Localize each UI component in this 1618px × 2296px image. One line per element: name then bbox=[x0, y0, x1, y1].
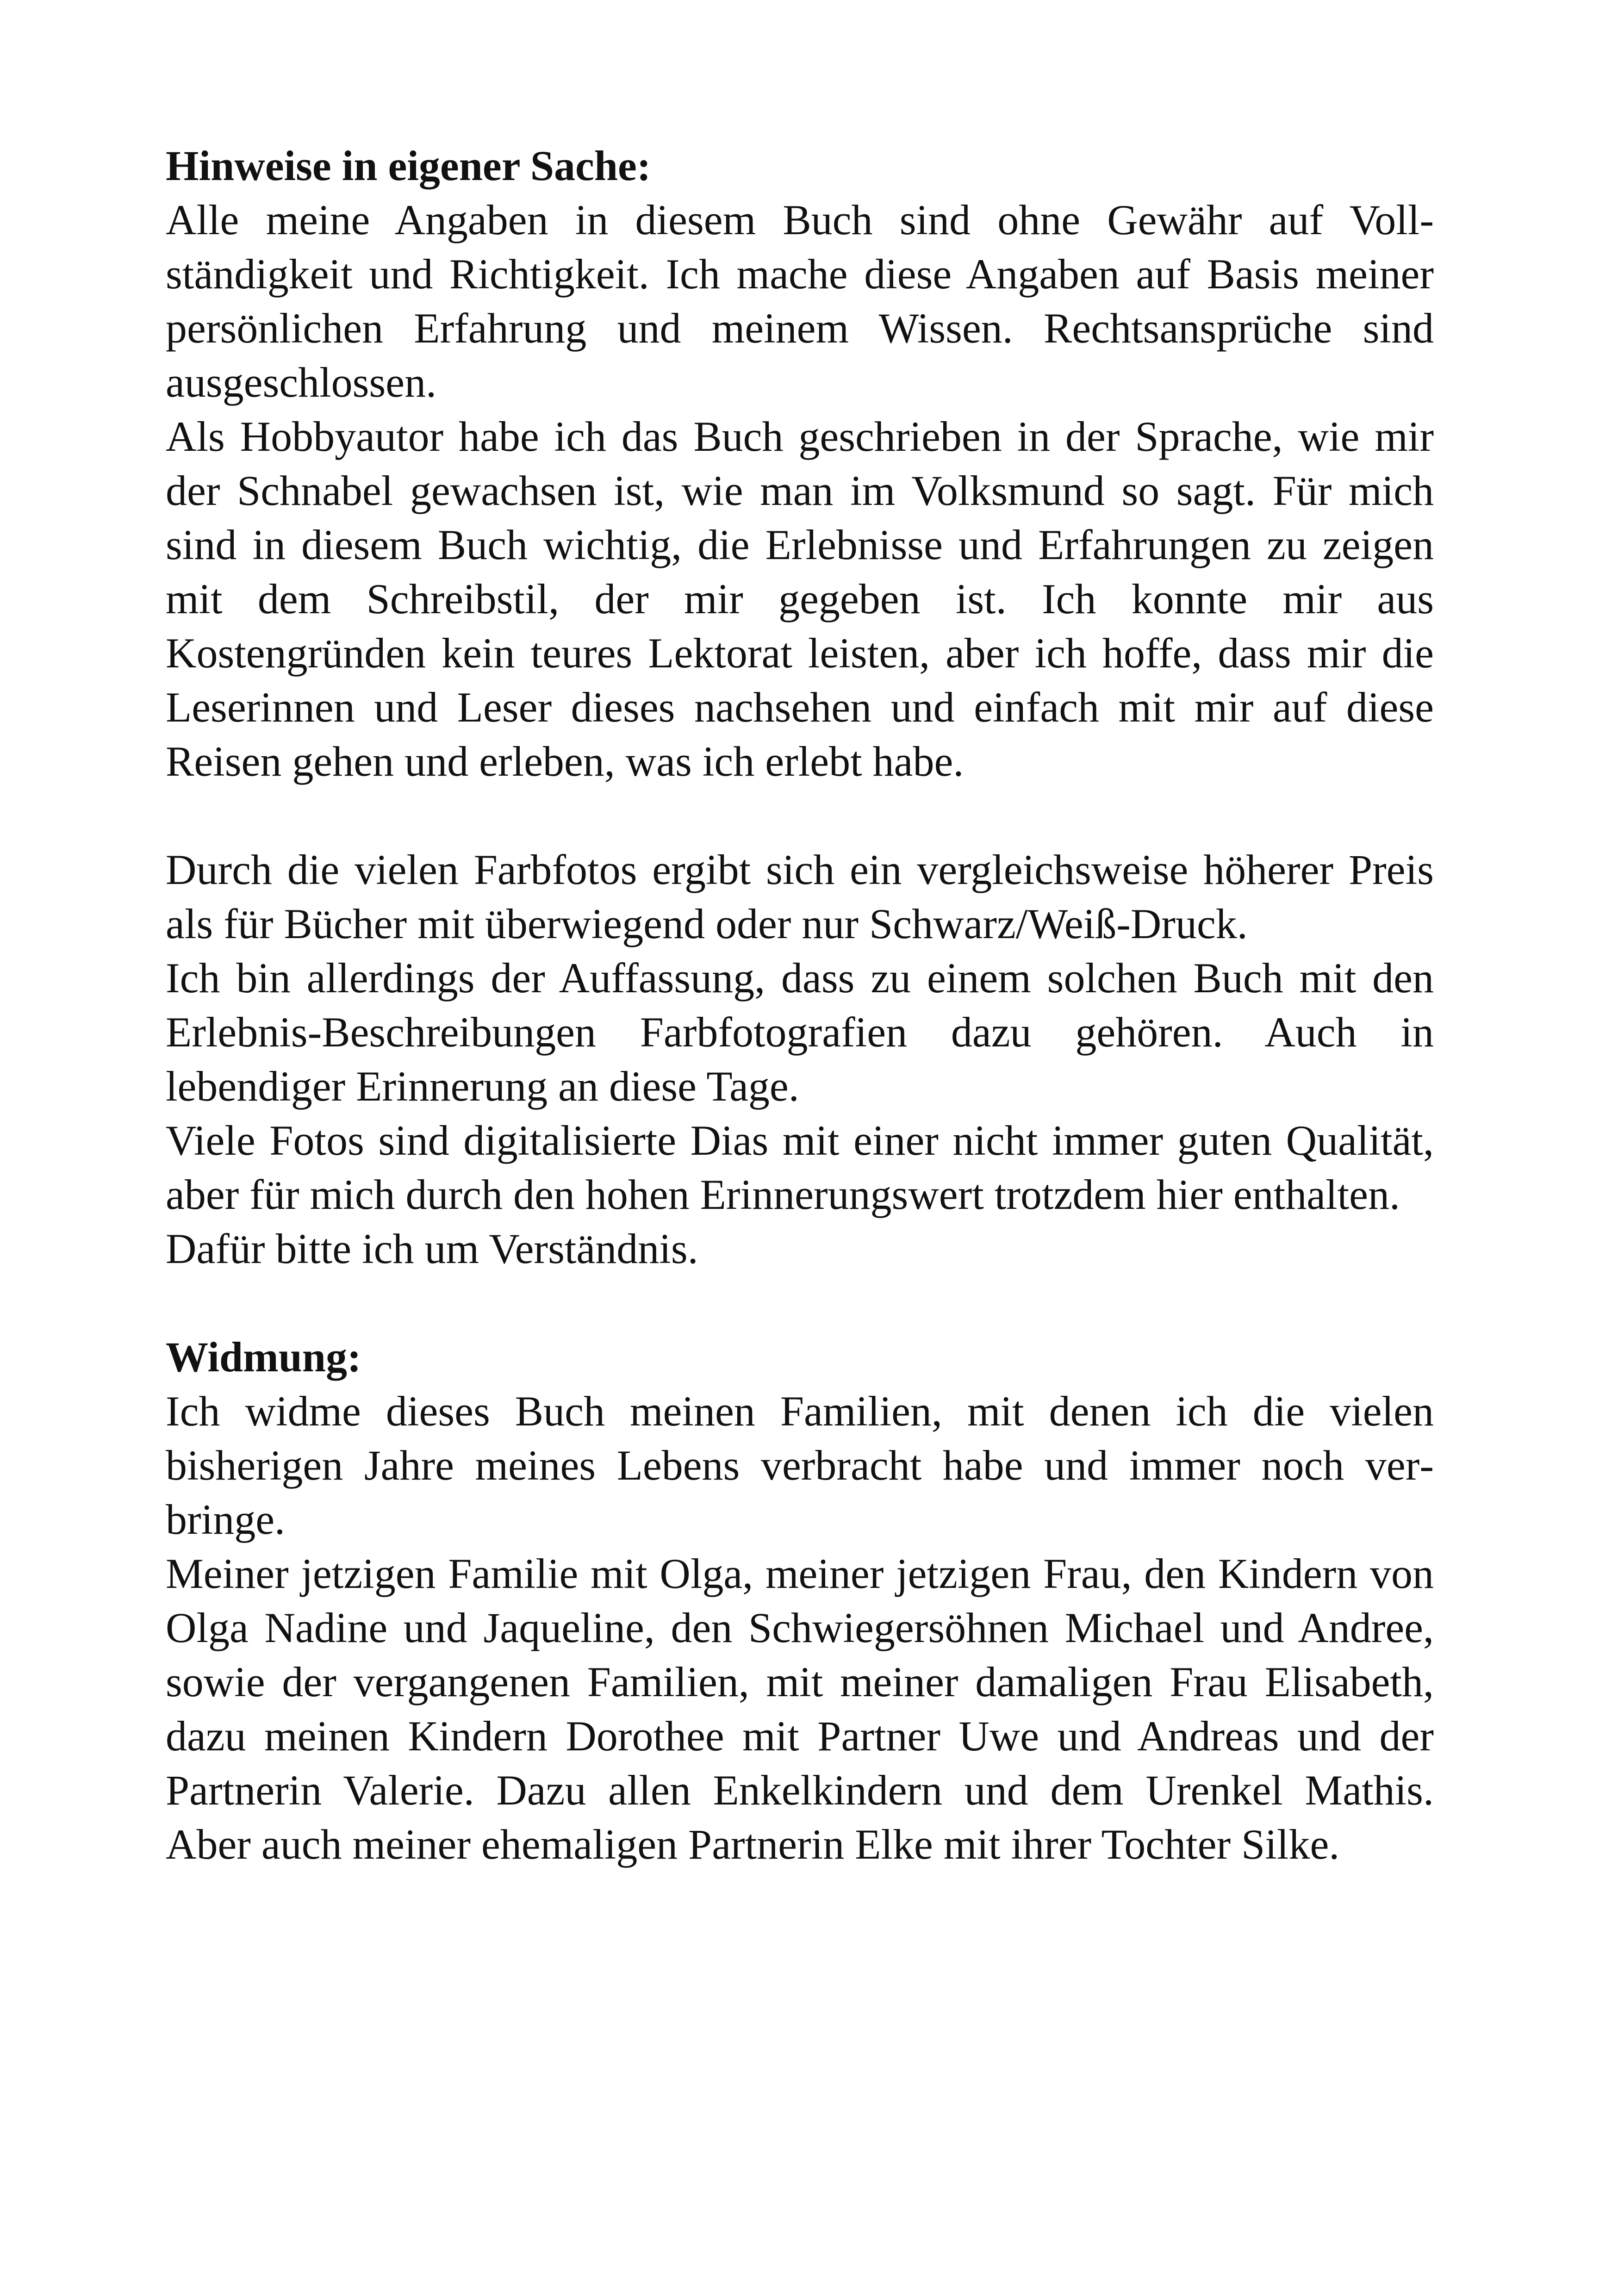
photos-quality-paragraph: Viele Fotos sind digitalisierte Dias mit einer nicht immer guten Qualität, aber für mich durch den hohen Erinnerungswert trotzdem hier enthalten. bbox=[166, 1117, 1434, 1218]
paragraph-gap bbox=[166, 789, 1434, 843]
dedication-paragraph: Ich widme dieses Buch meinen Familien, mit denen ich die vielen bisherigen Jahre meines Lebens verbracht habe und immer noch verbringe. bbox=[166, 1388, 1434, 1543]
notes-paragraph: Alle meine Angaben in diesem Buch sind ohne Gewähr auf Vollständigkeit und Richtigkeit. Ich mache diese Angaben auf Basis meiner persönlichen Erfahrung und meinem Wissen. Rechtsansprüche sind ausgeschlossen. bbox=[166, 196, 1434, 406]
dedication-heading: Widmung: bbox=[166, 1333, 361, 1381]
price-paragraph: Durch die vielen Farbfotos ergibt sich ein vergleichsweise höherer Preis als für Bücher mit überwiegend oder nur Schwarz/Weiß-Druck. bbox=[166, 846, 1434, 947]
dedication-paragraph: Meiner jetzigen Familie mit Olga, meiner jetzigen Frau, den Kindern von Olga Nadine und Jaqueline, den Schwiegersöhnen Michael und Andree, sowie der vergangenen Familien, mit meiner damaligen Frau Elisabeth, dazu meinen Kindern Dorothee mit Partner Uwe und Andreas und der Partnerin Valerie. Dazu allen Enkelkindern und dem Urenkel Mathis. Aber auch meiner ehemaligen Partnerin Elke mit ihrer Tochter Silke. bbox=[166, 1550, 1434, 1868]
photos-opinion-paragraph: Ich bin allerdings der Auffassung, dass zu einem solchen Buch mit den Erlebnis-Beschreibungen Farbfotografien dazu gehören. Auch in lebendiger Erinnerung an diese Tage. bbox=[166, 954, 1434, 1110]
notes-paragraph: Als Hobbyautor habe ich das Buch geschrieben in der Sprache, wie mir der Schnabel gewachsen ist, wie man im Volksmund so sagt. Für mich sind in diesem Buch wichtig, die Erlebnisse und Erfahrungen zu zeigen mit dem Schreibstil, der mir gegeben ist. Ich konnte mir aus Kostengründen kein teures Lektorat leisten, aber ich hoffe, dass mir die Leserinnen und Leser dieses nachsehen und einfach mit mir auf diese Reisen gehen und erleben, was ich erlebt habe. bbox=[166, 413, 1434, 785]
document-page bbox=[166, 139, 1434, 1872]
understanding-paragraph: Dafür bitte ich um Verständnis. bbox=[166, 1225, 698, 1272]
paragraph-gap bbox=[166, 1276, 1434, 1330]
notes-heading: Hinweise in eigener Sache: bbox=[166, 142, 651, 189]
